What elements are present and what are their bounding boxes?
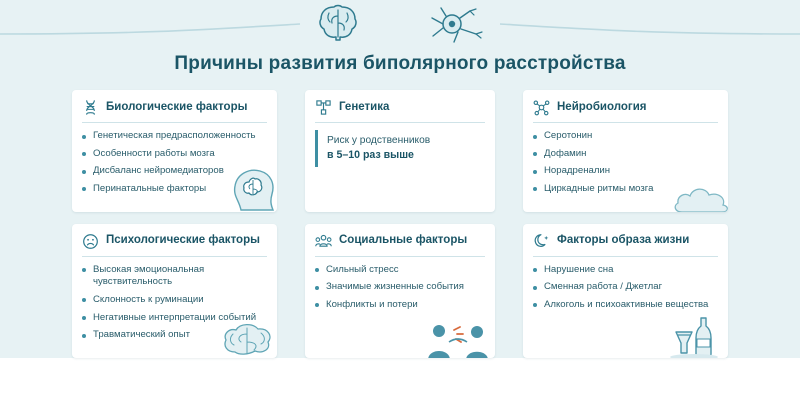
- molecule-icon: [533, 99, 550, 116]
- card-neurobiology[interactable]: [523, 90, 728, 212]
- card-items: [315, 264, 485, 312]
- list-item: Нарушение сна: [533, 264, 718, 277]
- card-header: [533, 99, 718, 123]
- card-psychological[interactable]: [72, 224, 277, 358]
- card-social[interactable]: [305, 224, 495, 358]
- card-header: [315, 233, 485, 257]
- genetics-risk-line-2: в 5–10 раз выше: [327, 148, 414, 161]
- list-item: Дисбаланс нейромедиаторов: [82, 165, 267, 178]
- list-item: Конфликты и потери: [315, 299, 485, 312]
- top-illustration: [0, 0, 800, 50]
- list-item: Генетическая предрасположенность: [82, 130, 267, 143]
- card-genetics[interactable]: [305, 90, 495, 212]
- card-title: Психологические факторы: [106, 234, 260, 247]
- list-item: Сменная работа / Джетлаг: [533, 281, 718, 294]
- card-items: [82, 130, 267, 196]
- list-item: Негативные интерпретации событий: [82, 312, 267, 325]
- card-title: Нейробиология: [557, 100, 647, 113]
- card-lifestyle[interactable]: [523, 224, 728, 358]
- list-item: Циркадные ритмы мозга: [533, 183, 718, 196]
- card-header: [82, 233, 267, 257]
- bottom-white-strip: [0, 358, 800, 400]
- list-item: Перинатальные факторы: [82, 183, 267, 196]
- list-item: Травматический опыт: [82, 329, 267, 342]
- list-item: Норадреналин: [533, 165, 718, 178]
- list-item: Сильный стресс: [315, 264, 485, 277]
- moon-icon: [533, 233, 550, 250]
- card-header: [315, 99, 485, 123]
- page-title: Причины развития биполярного расстройства: [174, 53, 626, 74]
- card-header: [533, 233, 718, 257]
- list-item: Дофамин: [533, 148, 718, 161]
- people-group-icon: [315, 233, 332, 250]
- cards-grid: [72, 90, 728, 358]
- list-item: Высокая эмоциональная чувствительность: [82, 264, 267, 289]
- genetics-risk-line-1: Риск у родственников: [327, 135, 431, 146]
- card-items: [82, 264, 267, 342]
- dna-icon: [82, 99, 99, 116]
- card-title: Факторы образа жизни: [557, 234, 690, 247]
- brain-icon: [320, 6, 356, 41]
- list-item: Особенности работы мозга: [82, 148, 267, 161]
- genetics-risk-box: [315, 130, 485, 167]
- sad-face-icon: [82, 233, 99, 250]
- card-title: Социальные факторы: [339, 234, 468, 247]
- list-item: Алкоголь и психоактивные вещества: [533, 299, 718, 312]
- card-title: Генетика: [339, 100, 390, 113]
- card-title: Биологические факторы: [106, 100, 248, 113]
- card-header: [82, 99, 267, 123]
- card-biological[interactable]: [72, 90, 277, 212]
- list-item: Значимые жизненные события: [315, 281, 485, 294]
- card-items: [533, 130, 718, 196]
- bottle-and-glass-icon: [668, 312, 726, 358]
- neuron-icon: [432, 8, 482, 42]
- card-items: [533, 264, 718, 312]
- family-tree-icon: [315, 99, 332, 116]
- two-people-arguing-icon: [425, 320, 495, 358]
- list-item: Серотонин: [533, 130, 718, 143]
- list-item: Склонность к руминации: [82, 294, 267, 307]
